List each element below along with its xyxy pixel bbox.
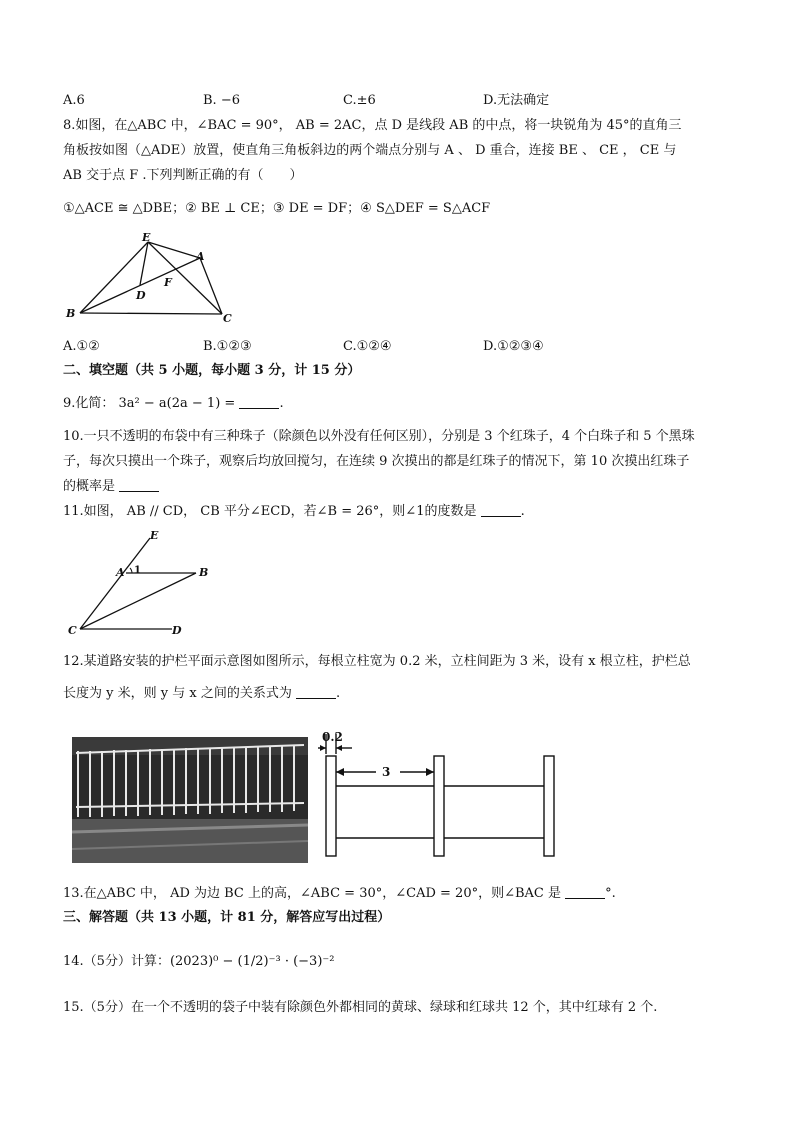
q8-seg-be — [80, 242, 148, 313]
q11-text: 11.如图， AB // CD， CB 平分∠ECD，若∠B = 26°，则∠1的度数是 — [63, 504, 477, 519]
q12-label-gap: 3 — [382, 765, 391, 779]
q11-label-c: C — [68, 624, 77, 637]
q8-seg-bc — [80, 313, 222, 314]
q13-answer-blank[interactable] — [565, 884, 605, 899]
q13-tail: °. — [605, 886, 616, 901]
q8-line-2: 角板按如图（△ADE）放置，使直角三角板斜边的两个端点分别与 A 、 D 重合，连接 BE 、 CE ， CE 与 — [63, 143, 677, 158]
section-2-title: 二、填空题（共 5 小题，每小题 3 分，计 15 分） — [63, 363, 361, 378]
q15-text: 15.（5分）在一个不透明的袋子中装有除颜色外都相同的黄球、绿球和红球共 12 个，其中红球有 2 个. — [63, 1000, 658, 1015]
q11-figure — [60, 528, 220, 643]
q8-label-a: A — [196, 250, 205, 263]
q11-label-b: B — [199, 566, 209, 579]
q8-option-c: C.①②④ — [343, 339, 392, 354]
q12-guardrail-diagram — [318, 728, 558, 860]
q7-option-d: D.无法确定 — [483, 93, 550, 108]
q12-line-1: 12.某道路安装的护栏平面示意图如图所示，每根立柱宽为 0.2 米，立柱间距为 3 米，设有 x 根立柱，护栏总 — [63, 654, 691, 669]
q8-option-d: D.①②③④ — [483, 339, 544, 354]
q12-answer-blank[interactable] — [296, 684, 336, 699]
q10-line-3-row — [63, 477, 159, 497]
q12-line-2-row: 长度为 y 米，则 y 与 x 之间的关系式为 . — [63, 686, 341, 701]
q8-label-c: C — [223, 312, 232, 325]
q8-label-e: E — [142, 231, 151, 244]
q11-answer-blank[interactable] — [481, 502, 521, 517]
q12-post-2 — [434, 756, 444, 856]
q11-label-1: 1 — [134, 565, 141, 576]
q8-figure — [60, 228, 240, 328]
q8-line-1: 8.如图，在△ABC 中，∠BAC = 90°， AB = 2AC，点 D 是线段 AB 的中点，将一块锐角为 45°的直角三 — [63, 118, 682, 133]
q7-option-c: C.±6 — [343, 93, 376, 108]
q11-angle-1-arc — [130, 568, 132, 573]
q7-option-b: B. −6 — [203, 93, 240, 108]
q11-label-a: A — [116, 566, 125, 579]
q11-seg-ce — [80, 538, 150, 629]
q9-answer-blank[interactable] — [239, 394, 279, 409]
q8-label-d: D — [136, 289, 146, 302]
q8-option-a: A.①② — [63, 339, 100, 354]
q8-statements: ①△ACE ≅ △DBE；② BE ⊥ CE；③ DE = DF；④ S△DEF = S△ACF — [63, 201, 491, 216]
q8-label-f: F — [164, 276, 172, 289]
q12-post-1 — [326, 756, 336, 856]
q8-option-b: B.①②③ — [203, 339, 252, 354]
q8-line-3: AB 交于点 F .下列判断正确的有（ ） — [63, 168, 303, 183]
q14-text: 14.（5分）计算：(2023)⁰ − (1/2)⁻³ · (−3)⁻² — [63, 954, 335, 969]
q7-option-a: A.6 — [63, 93, 85, 108]
q11-seg-cb — [80, 573, 196, 629]
q11: 11.如图， AB // CD， CB 平分∠ECD，若∠B = 26°，则∠1的度数是 . — [63, 504, 525, 519]
q12-guardrail-photo — [72, 737, 308, 863]
q12-post-3 — [544, 756, 554, 856]
q8-seg-ba — [80, 258, 200, 313]
q10-line-3: 的概率是 — [63, 479, 116, 494]
q11-label-d: D — [172, 624, 182, 637]
q13 — [63, 884, 616, 904]
q10-answer-blank[interactable] — [119, 477, 159, 492]
q11-label-e: E — [150, 529, 159, 542]
q10-line-2: 子，每次只摸出一个珠子，观察后均放回搅匀，在连续 9 次摸出的都是红珠子的情况下，第 10 次摸出红珠子 — [63, 454, 690, 469]
q12-label-width: 0.2 — [322, 730, 343, 744]
section-3-title: 三、解答题（共 13 小题，计 81 分，解答应写出过程） — [63, 910, 391, 925]
q8-label-b: B — [66, 307, 76, 320]
q8-seg-ac — [200, 258, 222, 314]
q9-text: 9.化简： 3a² − a(2a − 1) = — [63, 396, 236, 411]
q12-line-2: 长度为 y 米，则 y 与 x 之间的关系式为 — [63, 686, 292, 701]
q10-line-1: 10.一只不透明的布袋中有三种珠子（除颜色以外没有任何区别），分别是 3 个红珠子，4 个白珠子和 5 个黑珠 — [63, 429, 695, 444]
q13-text: 13.在△ABC 中， AD 为边 BC 上的高，∠ABC = 30°，∠CAD = 20°，则∠BAC 是 — [63, 886, 561, 901]
q9: 9.化简： 3a² − a(2a − 1) = . — [63, 396, 284, 411]
